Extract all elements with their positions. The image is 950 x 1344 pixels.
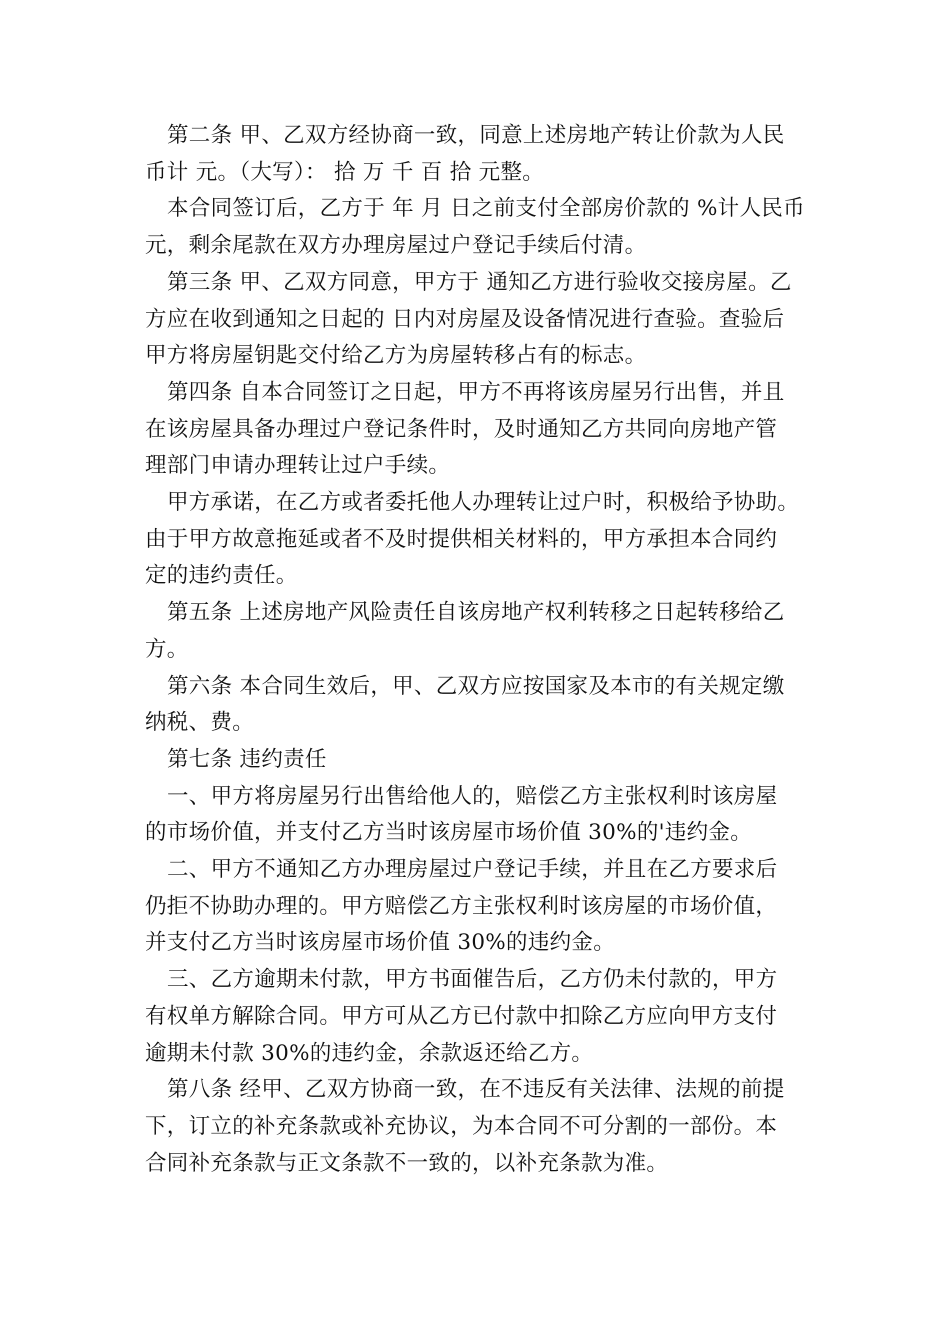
paragraph — [145, 1072, 825, 1182]
paragraph-line: 理部门申请办理转让过户手续。 — [145, 453, 451, 479]
paragraph-line: 有权单方解除合同。甲方可从乙方已付款中扣除乙方应向甲方支付 — [145, 1003, 778, 1029]
paragraph-line: 本合同签订后，乙方于 年 月 日之前支付全部房价款的 %计人民币 — [167, 196, 805, 222]
paragraph-line: 第六条 本合同生效后，甲、乙双方应按国家及本市的有关规定缴 — [167, 673, 785, 699]
paragraph — [145, 669, 825, 742]
paragraph — [145, 191, 825, 264]
paragraph-line: 方应在收到通知之日起的 日内对房屋及设备情况进行查验。查验后 — [145, 306, 785, 332]
paragraph-line: 三、乙方逾期未付款，甲方书面催告后，乙方仍未付款的，甲方 — [167, 967, 778, 993]
paragraph-line: 二、甲方不通知乙方办理房屋过户登记手续，并且在乙方要求后 — [167, 857, 778, 883]
paragraph-line: 定的违约责任。 — [145, 563, 298, 589]
paragraph-line: 第五条 上述房地产风险责任自该房地产权利转移之日起转移给乙 — [167, 600, 785, 626]
paragraph-line: 由于甲方故意拖延或者不及时提供相关材料的，甲方承担本合同约 — [145, 526, 778, 552]
paragraph-line: 第八条 经甲、乙双方协商一致，在不违反有关法律、法规的前提 — [167, 1077, 785, 1103]
paragraph-line: 逾期未付款 30%的违约金，余款返还给乙方。 — [145, 1040, 594, 1066]
paragraph-line: 在该房屋具备办理过户登记条件时，及时通知乙方共同向房地产管 — [145, 416, 778, 442]
paragraph — [145, 375, 825, 485]
paragraph — [145, 779, 825, 852]
paragraph-line: 第四条 自本合同签订之日起，甲方不再将该房屋另行出售，并且 — [167, 379, 785, 405]
paragraph — [145, 265, 825, 375]
paragraph-line: 的市场价值，并支付乙方当时该房屋市场价值 30%的'违约金。 — [145, 820, 753, 846]
paragraph-line: 元，剩余尾款在双方办理房屋过户登记手续后付清。 — [145, 233, 647, 259]
paragraph-line: 并支付乙方当时该房屋市场价值 30%的违约金。 — [145, 930, 616, 956]
paragraph-line: 方。 — [145, 636, 189, 662]
paragraph — [145, 962, 825, 1072]
paragraph-line: 第二条 甲、乙双方经协商一致，同意上述房地产转让价款为人民 — [167, 123, 785, 148]
document-body — [145, 118, 825, 1182]
paragraph — [145, 852, 825, 962]
paragraph-line: 纳税、费。 — [145, 710, 255, 736]
paragraph-line: 甲方将房屋钥匙交付给乙方为房屋转移占有的标志。 — [145, 343, 647, 369]
paragraph-line: 合同补充条款与正文条款不一致的，以补充条款为准。 — [145, 1150, 669, 1176]
paragraph-line: 第三条 甲、乙双方同意，甲方于 通知乙方进行验收交接房屋。乙 — [167, 269, 792, 295]
paragraph-line: 币计 元。（大写）： 拾 万 千 百 拾 元整。 — [145, 159, 545, 185]
paragraph-line: 一、甲方将房屋另行出售给他人的，赔偿乙方主张权利时该房屋 — [167, 783, 778, 809]
paragraph-line: 甲方承诺，在乙方或者委托他人办理转让过户时，积极给予协助。 — [167, 490, 800, 516]
paragraph — [145, 118, 825, 191]
paragraph — [145, 485, 825, 595]
paragraph-line: 第七条 违约责任 — [167, 746, 327, 772]
paragraph-line: 仍拒不协助办理的。甲方赔偿乙方主张权利时该房屋的市场价值， — [145, 893, 778, 919]
paragraph — [145, 595, 825, 668]
paragraph — [145, 742, 825, 779]
paragraph-line: 下，订立的补充条款或补充协议，为本合同不可分割的一部份。本 — [145, 1113, 778, 1139]
